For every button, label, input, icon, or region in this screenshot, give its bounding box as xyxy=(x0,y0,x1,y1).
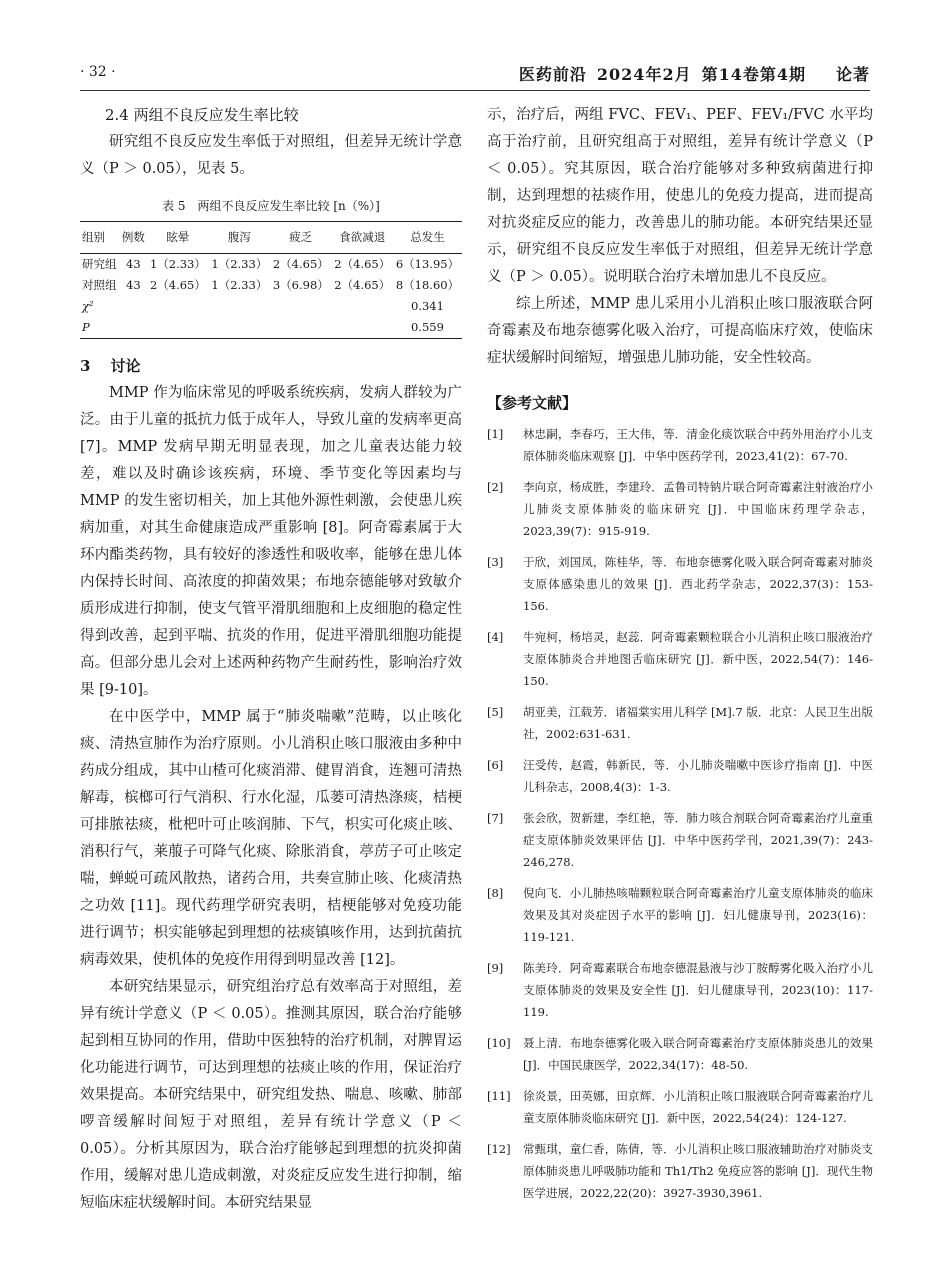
table-cell: 1（2.33） xyxy=(211,257,268,271)
table-cell xyxy=(119,296,147,317)
reference-text: 常甄琪，童仁香，陈倩，等．小儿消积止咳口服液辅助治疗对肺炎支原体肺炎患儿呼吸肺功能和 Th1/Th2 免疫应答的影响 [J]．现代生物医学进展，2022,22(20)：3927-3930,3961. xyxy=(523,1142,873,1200)
paragraph: 研究组不良反应发生率低于对照组，但差异无统计学意义（P ＞ 0.05），见表 5。 xyxy=(80,134,462,177)
reference-item xyxy=(487,1032,873,1076)
reference-item xyxy=(487,701,873,745)
reference-item xyxy=(487,957,873,1023)
table-cell: 2（4.65） xyxy=(149,278,206,292)
table-header-cell: 总发生 xyxy=(393,222,462,254)
references-heading: 【参考文献】 xyxy=(487,394,578,412)
volume-issue: 第14卷第4期 xyxy=(701,65,806,84)
table-cell: 1（2.33） xyxy=(211,278,268,292)
reference-text: 林忠嗣，李春巧，王大伟，等．清金化痰饮联合中药外用治疗小儿支原体肺炎临床观察 [J]．中华中医药学刊，2023,41(2)：67-70. xyxy=(523,427,873,463)
reference-number: [4] xyxy=(487,630,504,644)
paragraph: 本研究结果显示，研究组治疗总有效率高于对照组，差异有统计学意义（P ＜ 0.05）。推测其原因，联合治疗能够起到相互协同的作用，借助中医独特的治疗机制，对脾胃运化功能进行调节，可达到理想的祛痰止咳的作用，保证治疗效果提高。本研究结果中，研究组发热、喘息、咳嗽、肺部啰音缓解时间短于对照组，差异有统计学意义（P ＜ 0.05）。分析其原因为，联合治疗能够起到理想的抗炎抑菌作用，缓解对患儿造成刺激，对炎症反应发生进行抑制，缩短临床症状缓解时间。本研究结果显 xyxy=(80,979,462,1211)
table-cell xyxy=(147,296,208,317)
reference-number: [3] xyxy=(487,555,504,569)
table-cell xyxy=(270,317,331,339)
page-number: · 32 · xyxy=(80,64,116,80)
table-cell: 6（13.95） xyxy=(395,257,460,271)
right-column xyxy=(487,102,873,1213)
table-row xyxy=(80,275,462,296)
paragraph: MMP 作为临床常见的呼吸系统疾病，发病人群较为广泛。由于儿童的抵抗力低于成年人，导致儿童的发病率更高 [7]。MMP 发病早期无明显表现，加之儿童表达能力较差，难以及时确诊该疾病，环境、季节变化等因素均与 MMP 的发生密切相关，加上其他外源性刺激，会使患儿疾病加重，对其生命健康造成严重影响 [8]。阿奇霉素属于大环内酯类药物，具有较好的渗透性和吸收率，能够在患儿体内保持长时间、高浓度的抑菌效果；布地奈德能够对致敏介质形成进行抑制，使支气管平滑肌细胞和上皮细胞的稳定性得到改善，起到平喘、抗炎的作用，促进平滑肌细胞功能提高。但部分患儿会对上述两种药物产生耐药性，影响治疗效果 [9-10]。 xyxy=(80,385,462,698)
reference-text: 张会欣，贺新建，李红艳，等．肺力咳合剂联合阿奇霉素治疗儿童重症支原体肺炎效果评估 [J]．中华中医药学刊，2021,39(7)：243-246,278. xyxy=(523,811,873,869)
journal-name: 医药前沿 xyxy=(518,65,587,84)
summary-paragraph: 综上所述，MMP 患儿采用小儿消积止咳口服液联合阿奇霉素及布地奈德雾化吸入治疗，可提高临床疗效，使临床症状缓解时间缩短，增强患儿肺功能，安全性较高。 xyxy=(487,296,873,366)
reference-item xyxy=(487,476,873,542)
reference-item xyxy=(487,551,873,617)
table-header-cell: 眩晕 xyxy=(147,222,208,254)
left-column xyxy=(80,102,462,1217)
reference-number: [1] xyxy=(487,427,504,441)
paragraph: 示，治疗后，两组 FVC、FEV₁、PEF、FEV₁/FVC 水平均高于治疗前，且研究组高于对照组，差异有统计学意义（P ＜ 0.05）。究其原因，联合治疗能够对多种致病菌进行抑制，达到理想的祛痰作用，使患儿的免疫力提高，进而提高对抗炎症反应的能力，改善患儿的肺功能。本研究结果还显示，研究组不良反应发生率低于对照组，但差异无统计学意义（P ＞ 0.05）。说明联合治疗未增加患儿不良反应。 xyxy=(487,107,873,285)
table-cell: 8（18.60） xyxy=(395,278,460,292)
reference-text: 聂上清．布地奈德雾化吸入联合阿奇霉素治疗支原体肺炎患儿的效果 [J]．中国民康医学，2022,34(17)：48-50. xyxy=(523,1036,873,1072)
section-title: 讨论 xyxy=(110,357,141,375)
table-cell xyxy=(147,317,208,339)
header-rule xyxy=(80,90,870,91)
table-header-cell: 组别 xyxy=(80,222,119,254)
table-cell xyxy=(332,296,393,317)
table-header-cell: 例数 xyxy=(119,222,147,254)
reference-item xyxy=(487,626,873,692)
table-cell xyxy=(209,317,270,339)
table-row xyxy=(80,296,462,317)
table-cell: 2（4.65） xyxy=(334,278,391,292)
reference-text: 汪受传，赵霞，韩新民，等．小儿肺炎喘嗽中医诊疗指南 [J]．中医儿科杂志，2008,4(3)：1-3. xyxy=(523,758,873,794)
table-5-caption: 表 5 两组不良反应发生率比较 [n（%）] xyxy=(162,199,380,213)
issue-date: 2024年2月 xyxy=(596,65,692,84)
reference-item xyxy=(487,754,873,798)
table-row xyxy=(80,254,462,276)
table-row xyxy=(80,317,462,339)
table-header-row xyxy=(80,222,462,254)
reference-item xyxy=(487,807,873,873)
reference-text: 徐炎景，田英娜，田京辉．小儿消积止咳口服液联合阿奇霉素治疗儿童支原体肺炎临床研究 [J]．新中医，2022,54(24)：124-127. xyxy=(523,1089,873,1125)
table-cell xyxy=(332,317,393,339)
reference-item xyxy=(487,1138,873,1204)
reference-number: [8] xyxy=(487,886,504,900)
reference-item xyxy=(487,1085,873,1129)
table-cell: 43 xyxy=(126,257,141,271)
table-cell: 研究组 xyxy=(82,257,117,271)
reference-text: 牛宛柯，杨培灵，赵蕊．阿奇霉素颗粒联合小儿消积止咳口服液治疗支原体肺炎合并地图舌临床研究 [J]．新中医，2022,54(7)：146-150. xyxy=(523,630,873,688)
table-cell xyxy=(209,296,270,317)
table-cell: 0.341 xyxy=(411,299,444,313)
reference-number: [10] xyxy=(487,1036,511,1050)
reference-text: 胡亚美，江载芳．诸福棠实用儿科学 [M].7 版．北京：人民卫生出版社，2002:631-631. xyxy=(523,705,873,741)
reference-number: [5] xyxy=(487,705,504,719)
reference-list xyxy=(487,423,873,1204)
paragraph: 在中医学中，MMP 属于“肺炎喘嗽”范畴，以止咳化痰、清热宣肺作为治疗原则。小儿消积止咳口服液由多种中药成分组成，其中山楂可化痰消滞、健胃消食，连翘可清热解毒，槟榔可行气消积、行水化湿，瓜蒌可清热涤痰，桔梗可排脓祛痰，枇杷叶可止咳润肺、下气，枳实可化痰止咳、消积行气，莱菔子可降气化痰、除胀消食，葶苈子可止咳定喘，蝉蜕可疏风散热，诸药合用，共奏宣肺止咳、化痰清热之功效 [11]。现代药理学研究表明，桔梗能够对免疫功能进行调节；枳实能够起到理想的祛痰镇咳作用，达到抗菌抗病毒效果，使机体的免疫作用得到明显改善 [12]。 xyxy=(80,709,462,968)
table-cell xyxy=(270,296,331,317)
reference-number: [12] xyxy=(487,1142,511,1156)
table-header-cell: 腹泻 xyxy=(209,222,270,254)
article-section: 论著 xyxy=(835,65,870,84)
reference-text: 于欣，刘国凤，陈桂华，等．布地奈德雾化吸入联合阿奇霉素对肺炎支原体感染患儿的效果 [J]．西北药学杂志，2022,37(3)：153-156. xyxy=(523,555,873,613)
reference-item xyxy=(487,882,873,948)
reference-text: 李向京，杨成胜，李建玲．孟鲁司特钠片联合阿奇霉素注射液治疗小儿肺炎支原体肺炎的临床研究 [J]．中国临床药理学杂志，2023,39(7)：915-919. xyxy=(523,480,873,538)
reference-text: 陈美玲．阿奇霉素联合布地奈德混悬液与沙丁胺醇雾化吸入治疗小儿支原体肺炎的效果及安全性 [J]．妇儿健康导刊，2023(10)：117-119. xyxy=(523,961,873,1019)
reference-number: [6] xyxy=(487,758,504,772)
reference-number: [9] xyxy=(487,961,504,975)
table-cell xyxy=(119,317,147,339)
section-number: 3 xyxy=(80,357,91,375)
table-cell: 1（2.33） xyxy=(149,257,206,271)
reference-item xyxy=(487,423,873,467)
table-header-cell: 食欲减退 xyxy=(332,222,393,254)
table-cell: 2（4.65） xyxy=(334,257,391,271)
table-header-cell: 疲乏 xyxy=(270,222,331,254)
reference-number: [7] xyxy=(487,811,504,825)
table-cell: 3（6.98） xyxy=(272,278,329,292)
reference-text: 倪向飞．小儿肺热咳喘颗粒联合阿奇霉素治疗儿童支原体肺炎的临床效果及其对炎症因子水平的影响 [J]．妇儿健康导刊，2023(16)：119-121. xyxy=(523,886,873,944)
table-cell: 43 xyxy=(126,278,141,292)
table-cell: P xyxy=(80,317,119,339)
section-2-4-heading: 2.4 两组不良反应发生率比较 xyxy=(105,106,299,124)
table-cell: 0.559 xyxy=(393,317,462,339)
table-cell: χ² xyxy=(82,299,94,313)
reference-number: [2] xyxy=(487,480,504,494)
table-cell: 对照组 xyxy=(82,278,117,292)
table-cell: 2（4.65） xyxy=(272,257,329,271)
table-5 xyxy=(80,221,462,339)
section-3-heading xyxy=(80,353,462,380)
reference-number: [11] xyxy=(487,1089,511,1103)
journal-header xyxy=(509,62,870,85)
